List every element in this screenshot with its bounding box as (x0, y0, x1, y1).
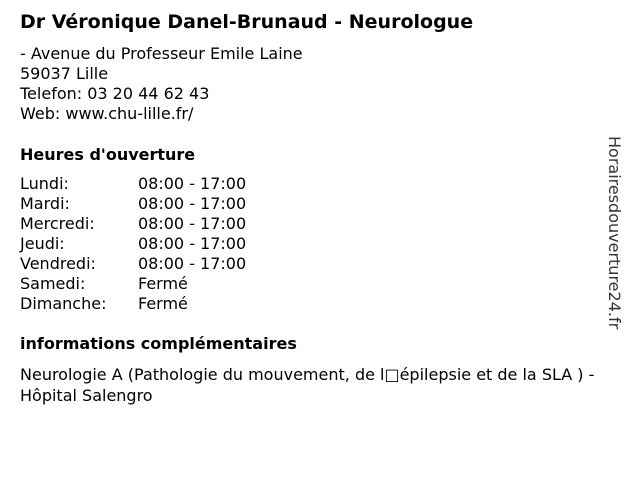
hours-row-saturday (20, 274, 280, 294)
address-street: - Avenue du Professeur Emile Laine (20, 44, 303, 63)
hours-time: 08:00 - 17:00 (138, 254, 247, 273)
website: Web: www.chu-lille.fr/ (20, 104, 194, 123)
hours-day: Samedi: (20, 274, 86, 293)
address-block (20, 44, 303, 124)
info-text: Neurologie A (Pathologie du mouvement, de l□épilepsie et de la SLA ) - Hôpital Salengro (20, 365, 595, 405)
hours-time: Fermé (138, 274, 188, 293)
hours-row-tuesday (20, 194, 280, 214)
hours-time: 08:00 - 17:00 (138, 234, 247, 253)
address-city: 59037 Lille (20, 64, 109, 83)
hours-row-wednesday (20, 214, 280, 234)
hours-time: 08:00 - 17:00 (138, 194, 247, 213)
hours-time: 08:00 - 17:00 (138, 174, 247, 193)
hours-row-thursday (20, 234, 280, 254)
watermark: Horairesdouverture24.fr (605, 136, 624, 330)
hours-time: Fermé (138, 294, 188, 313)
hours-day: Jeudi: (20, 234, 65, 253)
hours-heading: Heures d'ouverture (20, 145, 196, 164)
hours-day: Lundi: (20, 174, 69, 193)
phone-number: Telefon: 03 20 44 62 43 (20, 84, 210, 103)
hours-day: Mercredi: (20, 214, 95, 233)
page-title: Dr Véronique Danel-Brunaud - Neurologue (20, 11, 474, 33)
hours-list (20, 174, 280, 314)
hours-day: Dimanche: (20, 294, 107, 313)
hours-day: Mardi: (20, 194, 70, 213)
hours-row-friday (20, 254, 280, 274)
info-heading: informations complémentaires (20, 334, 297, 353)
hours-row-sunday (20, 294, 280, 314)
hours-row-monday (20, 174, 280, 194)
hours-day: Vendredi: (20, 254, 96, 273)
hours-time: 08:00 - 17:00 (138, 214, 247, 233)
